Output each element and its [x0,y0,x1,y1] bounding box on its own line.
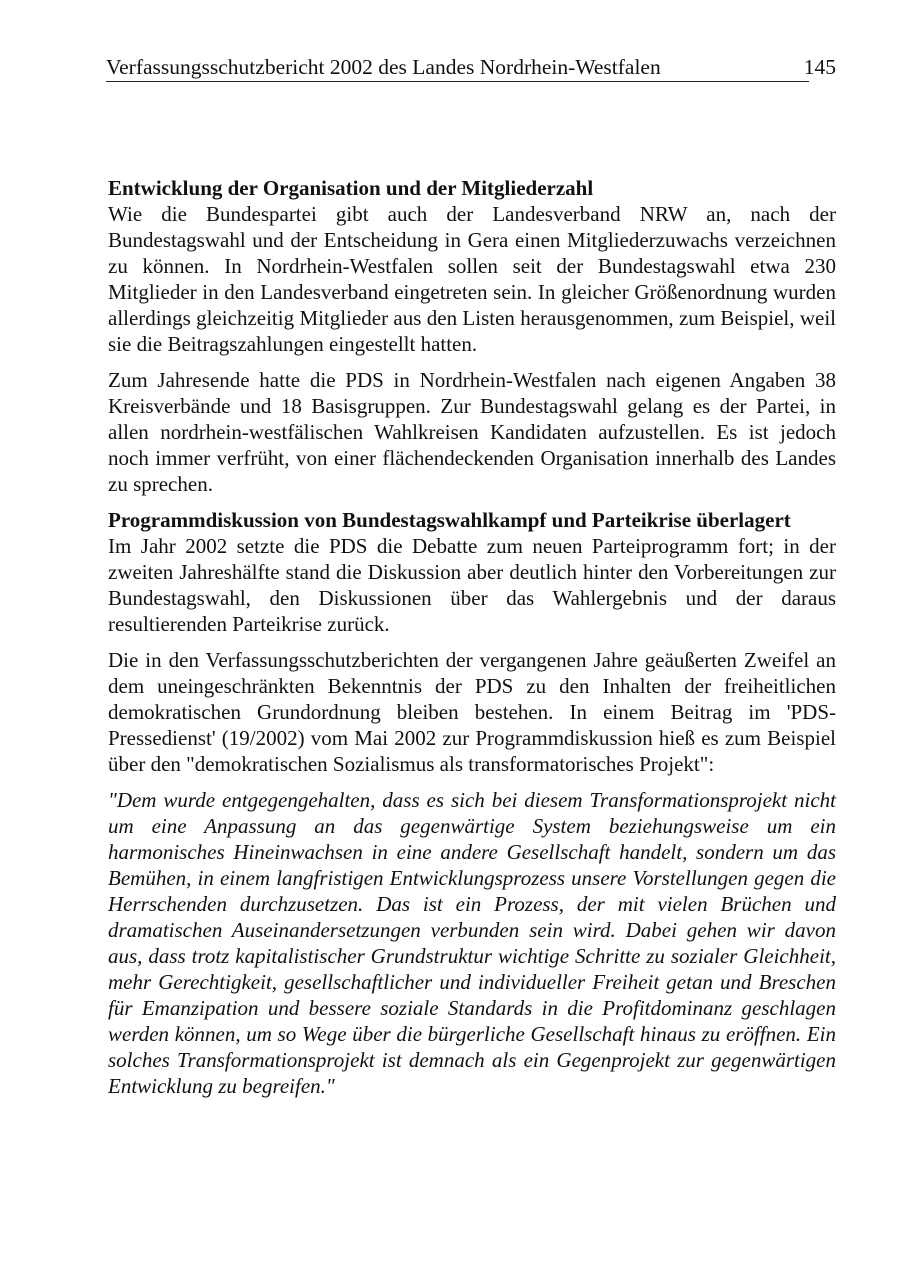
paragraph-district-associations: Zum Jahresende hatte die PDS in Nordrhein-Westfalen nach eigenen Angaben 38 Kreisverbände und 18 Basisgruppen. Zur Bundestagswahl gelang es der Partei, in allen nordrhein-westfälischen Wahlkreisen Kandidaten aufzustellen. Es ist jedoch noch immer verfrüht, von einer flächendeckenden Organisation innerhalb des Landes zu sprechen. [108,368,836,496]
page-number: 145 [803,55,836,79]
block-quote: "Dem wurde entgegengehalten, dass es sich bei diesem Transformationsprojekt nicht um eine Anpassung an das gegenwärtige System beziehungsweise um ein harmonisches Hineinwachsen in eine andere Gesellschaft handelt, sondern um das Bemühen, in einem langfristigen Entwicklungsprozess unsere Vorstellungen gegen die Herrschenden durchzusetzen. Das ist ein Prozess, der mit vielen Brüchen und dramatischen Auseinandersetzungen verbunden sein wird. Dabei gehen wir davon aus, dass trotz kapitalistischer Grundstruktur wichtige Schritte zu sozialer Gleichheit, mehr Gerechtigkeit, gesellschaftlicher und individueller Freiheit getan und Breschen für Emanzipation und bessere soziale Standards in die Profitdominanz geschlagen werden können, um so Wege über die bürgerliche Gesellschaft hinaus zu eröffnen. Ein solches Transformationsprojekt ist demnach als ein Gegenprojekt zur gegenwärtigen Entwicklung zu begreifen." [108,788,836,1098]
paragraph-doubts: Die in den Verfassungsschutzberichten der vergangenen Jahre geäußerten Zweifel an dem uneingeschränkten Bekenntnis der PDS zu den Inhalten der freiheitlichen demokratischen Grundordnung bleiben bestehen. In einem Beitrag im 'PDS-Pressedienst' (19/2002) vom Mai 2002 zur Programmdiskussion hieß es zum Beispiel über den "demokratischen Sozialismus als transformatorisches Projekt": [108,648,836,776]
page-body [108,175,836,1099]
header-rule [106,81,809,82]
paragraph-membership-growth: Wie die Bundespartei gibt auch der Landesverband NRW an, nach der Bundestagswahl und der Entscheidung in Gera einen Mitgliederzuwachs verzeichnen zu können. In Nordrhein-Westfalen sollen seit der Bundestagswahl etwa 230 Mitglieder in den Landesverband eingetreten sein. In gleicher Größenordnung wurden allerdings gleichzeitig Mitglieder aus den Listen herausgenommen, zum Beispiel, weil sie die Beitragszahlungen eingestellt hatten. [108,202,836,356]
paragraph-program-debate: Im Jahr 2002 setzte die PDS die Debatte zum neuen Parteiprogramm fort; in der zweiten Jahreshälfte stand die Diskussion aber deutlich hinter den Vorbereitungen zur Bundestagswahl, den Diskussionen über das Wahlergebnis und der daraus resultierenden Parteikrise zurück. [108,534,836,636]
section-heading-program-discussion: Programmdiskussion von Bundestagswahlkampf und Parteikrise überlagert [108,508,791,532]
page-header [106,54,836,84]
paragraph-gap [108,777,836,787]
paragraph-gap [108,357,836,367]
paragraph-gap [108,497,836,507]
section-heading-organisation: Entwicklung der Organisation und der Mitgliederzahl [108,176,594,200]
paragraph-gap [108,637,836,647]
running-header-title: Verfassungsschutzbericht 2002 des Landes Nordrhein-Westfalen [106,55,661,79]
